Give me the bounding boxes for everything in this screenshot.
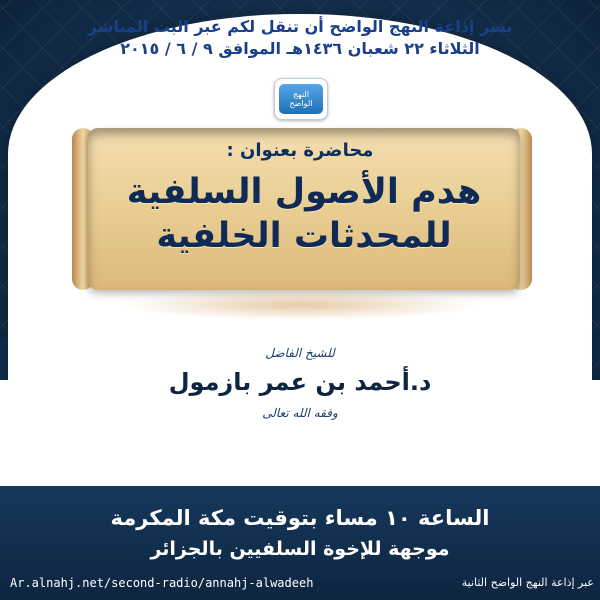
shaykh-label: للشيخ الفاضل <box>265 346 335 360</box>
footer-via-text: عبر إذاعة النهج الواضح الثانية <box>461 576 594 589</box>
lecture-audience: موجهة للإخوة السلفيين بالجزائر <box>150 538 450 560</box>
lecture-title <box>96 170 512 258</box>
logo-icon <box>279 84 323 114</box>
lecture-time: الساعة ١٠ مساء بتوقيت مكة المكرمة <box>110 506 490 530</box>
shaykh-dua: وفقه الله تعالى <box>262 406 338 420</box>
shaykh-name: د.أحمد بن عمر بازمول <box>168 368 432 396</box>
logo-text-2: الواضح <box>289 99 313 108</box>
lecture-title-line-2: للمحدثات الخلفية <box>156 216 452 256</box>
radio-logo <box>274 78 328 120</box>
logo-text-1: النهج <box>293 90 309 99</box>
scroll-glow <box>120 290 480 320</box>
footer-url-link[interactable]: Ar.alnahj.net/second-radio/annahj-alwadeeh <box>10 576 314 590</box>
lecture-label: محاضرة بعنوان : <box>226 140 374 161</box>
intro-line-1: يسر إذاعة النهج الواضح أن تنقل لكم عبر البث المباشر <box>87 17 513 36</box>
intro-text <box>20 16 580 60</box>
intro-line-2: الثلاثاء ٢٢ شعبان ١٤٣٦هـ الموافق ٩ / ٦ / ٢٠١٥ <box>120 39 480 58</box>
lecture-title-line-1: هدم الأصول السلفية <box>126 172 482 212</box>
